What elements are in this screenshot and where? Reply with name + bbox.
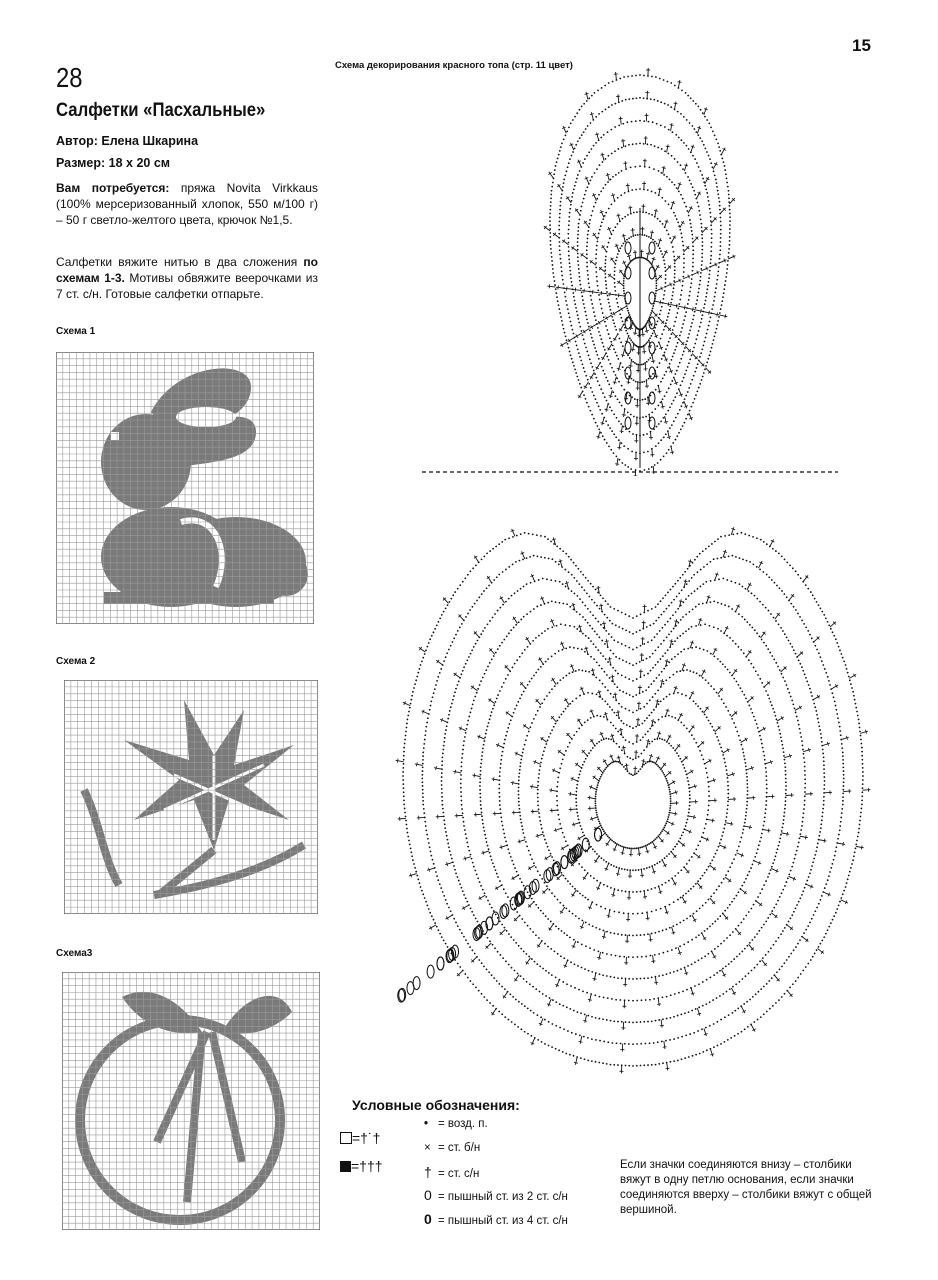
scheme-3-label: Схема3 [56,948,93,959]
instructions-paragraph [56,254,318,302]
puff2-icon: 0 [424,1187,432,1203]
legend-left-text: =†˙† [352,1130,381,1146]
legend-text: = ст. с/н [438,1168,480,1180]
cross-icon: × [424,1142,431,1154]
open-square-icon [340,1132,352,1144]
size-line: Размер: 18 х 20 см [56,156,171,170]
legend-item-sc [424,1142,480,1154]
dot-icon: • [424,1118,429,1130]
scheme-2-grid [64,680,318,914]
legend-text: = ст. б/н [438,1142,481,1154]
legend-left-row-open [340,1130,380,1146]
scheme-3-grid [62,972,320,1230]
materials-text: пряжа Novita Virkkaus (100% мерсеризованный хлопок, 550 м/100 г) – 50 г светло-желтого цвета, крючок №1,5. [56,181,318,227]
legend-text: = возд. п. [438,1118,488,1130]
article-title: Салфетки «Пасхальные» [56,100,266,121]
legend-left-row-filled [340,1158,383,1174]
dashed-divider [420,468,840,476]
instructions-pre: Салфетки вяжите нитью в два сложения [56,255,304,269]
legend-left-text: =††† [351,1158,383,1174]
top-scheme-caption: Схема декорирования красного топа (стр. 11 цвет) [335,60,573,71]
scheme-1-label: Схема 1 [56,326,96,337]
scheme-1-grid [56,352,314,624]
dagger-icon: † [424,1164,432,1180]
leaf-crochet-diagram [520,68,760,476]
note-text: Если значки соединяются внизу – столбики вяжут в одну петлю основания, если значки соединяются вверху – столбики вяжут с общей вершиной. [620,1159,872,1216]
instructions-post: Мотивы обвяжите веерочками из 7 ст. с/н. Готовые салфетки отпарьте. [56,271,318,301]
legend-title: Условные обозначения: [352,1097,520,1113]
instructions-bold: по схемам 1-3. [56,255,318,285]
legend-item-chain [424,1118,488,1130]
scheme-2-label: Схема 2 [56,656,96,667]
page-number: 15 [852,36,871,55]
body-crochet-diagram [392,476,874,1086]
legend-item-puff2 [424,1187,568,1203]
legend-text: = пышный ст. из 2 ст. с/н [438,1191,568,1203]
legend-item-dc [424,1164,479,1180]
materials-label: Вам потребуется: [56,181,170,195]
author-line: Автор: Елена Шкарина [56,134,199,148]
materials-paragraph [56,180,318,228]
legend-item-puff4 [424,1211,568,1227]
filled-square-icon [340,1161,351,1172]
legend-text: = пышный ст. из 4 ст. с/н [438,1215,568,1227]
article-number: 28 [56,62,83,93]
puff4-icon: 0 [424,1211,432,1227]
